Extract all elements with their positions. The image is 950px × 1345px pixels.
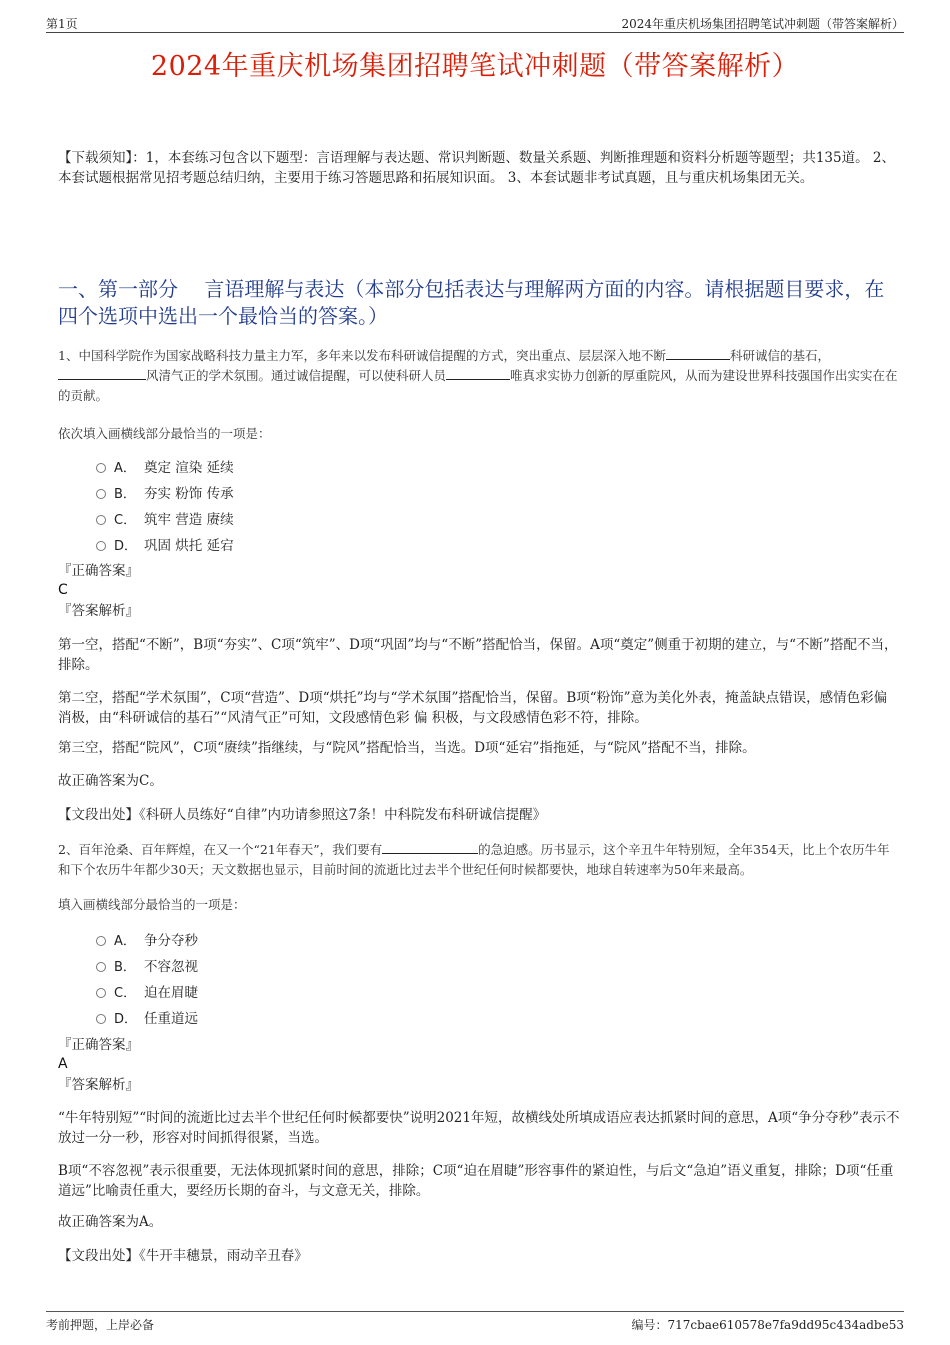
q2-option-c[interactable]: C． 迫在眉睫 xyxy=(96,978,198,1004)
radio-icon[interactable] xyxy=(96,936,106,946)
radio-icon[interactable] xyxy=(96,515,106,525)
page-number: 第1页 xyxy=(46,17,78,31)
q1-text-part-d: 唯真求实协力创新的厚重院风，从而为建设世界科技强国作出实实在在的贡献。 xyxy=(58,368,898,403)
q1-analysis-3: 第三空，搭配“院风”，C项“赓续”指继续，与“院风”搭配恰当，当选。D项“延宕”指拖延，与“院风”搭配不当，排除。 xyxy=(58,740,756,756)
q2-option-d[interactable]: D． 任重道远 xyxy=(96,1004,198,1030)
header-doc-title: 2024年重庆机场集团招聘笔试冲刺题（带答案解析） xyxy=(621,17,904,31)
q1-text-part-c: 风清气正的学术氛围。通过诚信提醒，可以使科研人员 xyxy=(146,368,447,383)
q1-analysis-label: 『答案解析』 xyxy=(58,603,139,619)
radio-icon[interactable] xyxy=(96,489,106,499)
q1-option-b[interactable]: B． 夯实 粉饰 传承 xyxy=(96,479,234,505)
question-1-text xyxy=(58,346,900,406)
q2-answer: A xyxy=(58,1056,68,1072)
q2-option-b[interactable]: B． 不容忽视 xyxy=(96,952,198,978)
q1-option-c[interactable]: C． 筑牢 营造 赓续 xyxy=(96,505,234,531)
q2-analysis-1: “牛年特别短”“时间的流逝比过去半个世纪任何时候都要快”说明2021年短，故横线处所填成语应表达抓紧时间的意思，A项“争分夺秒”表示不放过一分一秒，形容对时间抓得很紧，当选。 xyxy=(58,1110,900,1146)
document-title: 2024年重庆机场集团招聘笔试冲刺题（带答案解析） xyxy=(150,51,800,82)
q1-analysis-4: 故正确答案为C。 xyxy=(58,773,163,789)
footer-slogan: 考前押题，上岸必备 xyxy=(46,1318,155,1332)
q2-text-part-a: 2、百年沧桑、百年辉煌，在又一个“21年春天”，我们要有 xyxy=(58,842,383,857)
q1-text-part-b: 科研诚信的基石， xyxy=(729,348,830,363)
footer-doc-id: 编号：717cbae610578e7fa9dd95c434adbe53 xyxy=(631,1318,904,1332)
q1-correct-label: 『正确答案』 xyxy=(58,563,139,579)
q2-source: 【文段出处】《牛开丰穗景，雨动辛丑春》 xyxy=(58,1248,308,1264)
q2-instruction: 填入画横线部分最恰当的一项是： xyxy=(58,897,246,912)
q1-option-a[interactable]: A． 奠定 渲染 延续 xyxy=(96,453,234,479)
page-header xyxy=(46,12,904,33)
q1-text-part-a: 1、中国科学院作为国家战略科技力量主力军，多年来以发布科研诚信提醒的方式，突出重点、层层深入地不断 xyxy=(58,348,666,363)
page-footer xyxy=(46,1311,904,1332)
radio-icon[interactable] xyxy=(96,541,106,551)
q1-blank-2 xyxy=(58,366,146,380)
q1-instruction: 依次填入画横线部分最恰当的一项是： xyxy=(58,426,271,441)
q1-analysis-2: 第二空，搭配“学术氛围”，C项“营造”、D项“烘托”均与“学术氛围”搭配恰当，保留。B项“粉饰”意为美化外表，掩盖缺点错误，感情色彩偏消极，由“科研诚信的基石”“风清气正”可知，文段感情色彩 偏 积极，与文段感情色彩不符，排除。 xyxy=(58,690,888,726)
q1-options xyxy=(96,453,234,557)
q1-blank-3 xyxy=(446,366,510,380)
radio-icon[interactable] xyxy=(96,962,106,972)
q2-blank-1 xyxy=(382,840,478,854)
q2-option-a[interactable]: A． 争分夺秒 xyxy=(96,926,198,952)
question-2-text xyxy=(58,840,900,880)
q2-analysis-3: 故正确答案为A。 xyxy=(58,1214,163,1230)
radio-icon[interactable] xyxy=(96,463,106,473)
q1-blank-1 xyxy=(666,346,730,360)
download-notice: 【下载须知】：1，本套练习包含以下题型：言语理解与表达题、常识判断题、数量关系题、判断推理题和资料分析题等题型；共135道。 2、本套试题根据常见招考题总结归纳，主要用于练习答题思路和拓展知识面。 3、本套试题非考试真题，且与重庆机场集团无关。 xyxy=(58,150,895,186)
q1-analysis-1: 第一空，搭配“不断”，B项“夯实”、C项“筑牢”、D项“巩固”均与“不断”搭配恰当，保留。A项“奠定”侧重于初期的建立，与“不断”搭配不当，排除。 xyxy=(58,637,898,673)
q1-option-d[interactable]: D． 巩固 烘托 延宕 xyxy=(96,531,234,557)
q2-analysis-2: B项“不容忽视”表示很重要，无法体现抓紧时间的意思，排除；C项“迫在眉睫”形容事件的紧迫性，与后文“急迫”语义重复，排除；D项“任重道远”比喻责任重大，要经历长期的奋斗，与文意无关，排除。 xyxy=(58,1163,894,1199)
q2-text-part-b: 的急迫感。历书显示，这个辛丑牛年特别短，全年354天，比上个农历牛年和下个农历牛年都少30天；天文数据也显示，目前时间的流逝比过去半个世纪任何时候都要快，地球自转速率为50年来最高。 xyxy=(58,842,890,877)
section-title: 一、第一部分 言语理解与表达（本部分包括表达与理解两方面的内容。请根据题目要求，在四个选项中选出一个最恰当的答案。） xyxy=(58,277,885,328)
q2-analysis-label: 『答案解析』 xyxy=(58,1077,139,1093)
q2-correct-label: 『正确答案』 xyxy=(58,1037,139,1053)
q1-source: 【文段出处】《科研人员练好“自律”内功请参照这7条！中科院发布科研诚信提醒》 xyxy=(58,807,547,823)
q2-options xyxy=(96,926,198,1030)
radio-icon[interactable] xyxy=(96,1014,106,1024)
q1-answer: C xyxy=(58,582,68,598)
radio-icon[interactable] xyxy=(96,988,106,998)
